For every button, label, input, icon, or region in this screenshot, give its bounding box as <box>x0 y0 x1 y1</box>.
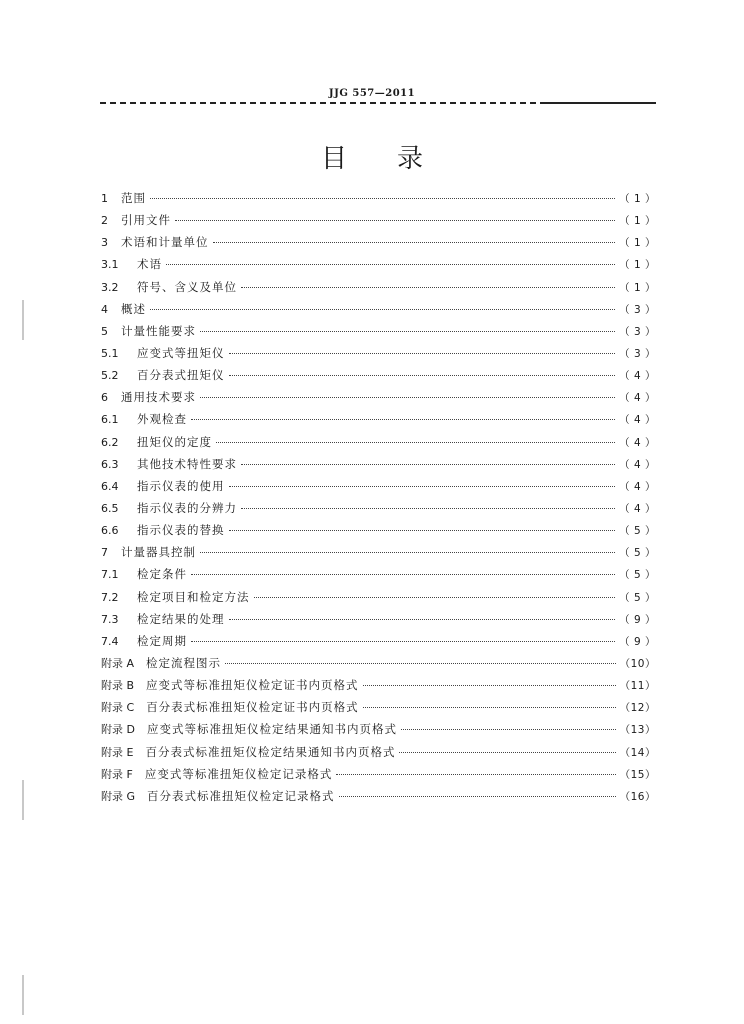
toc-leader-dots <box>363 707 616 708</box>
toc-entry-title: 外观检查 <box>137 412 187 427</box>
toc-entry-number: 附录 A <box>101 656 135 670</box>
toc-leader-dots <box>336 774 615 775</box>
toc-entry[interactable] <box>101 766 656 788</box>
toc-entry[interactable] <box>101 234 656 256</box>
toc-entry-title: 扭矩仪的定度 <box>137 434 212 449</box>
toc-leader-dots <box>200 552 615 553</box>
toc-entry-page: （16） <box>619 790 656 803</box>
toc-leader-dots <box>254 597 616 598</box>
toc-entry-page: （12） <box>619 702 656 715</box>
toc-entry-page: （ 1 ） <box>619 215 656 228</box>
toc-entry[interactable] <box>101 522 656 544</box>
toc-entry-title: 计量性能要求 <box>121 323 196 338</box>
toc-entry[interactable] <box>101 301 656 323</box>
toc-entry-page: （ 3 ） <box>619 325 656 338</box>
toc-entry-page: （ 4 ） <box>619 370 656 383</box>
toc-entry-page: （ 1 ） <box>619 237 656 250</box>
toc-entry-number: 3 <box>101 236 108 250</box>
toc-entry-page: （11） <box>619 680 656 693</box>
toc-entry-title: 检定条件 <box>137 567 187 582</box>
scan-edge-mark <box>22 780 24 820</box>
toc-entry-title: 术语和计量单位 <box>121 235 209 250</box>
toc-entry-title: 术语 <box>137 257 162 272</box>
toc-leader-dots <box>339 796 616 797</box>
toc-entry-page: （ 4 ） <box>619 436 656 449</box>
toc-entry-page: （ 4 ） <box>619 480 656 493</box>
toc-entry-title: 检定项目和检定方法 <box>137 589 250 604</box>
toc-leader-dots <box>229 619 616 620</box>
toc-entry-page: （ 9 ） <box>619 613 656 626</box>
toc-entry[interactable] <box>101 721 656 743</box>
toc-entry[interactable] <box>101 699 656 721</box>
toc-entry-page: （ 1 ） <box>619 259 656 272</box>
toc-entry-title: 符号、含义及单位 <box>137 279 237 294</box>
toc-entry-page: （ 4 ） <box>619 392 656 405</box>
toc-leader-dots <box>191 419 615 420</box>
toc-entry[interactable] <box>101 256 656 278</box>
toc-entry-number: 附录 E <box>101 745 134 759</box>
toc-entry-number: 7 <box>101 546 108 560</box>
header-rule-solid <box>540 102 656 104</box>
toc-entry-title: 检定结果的处理 <box>137 611 225 626</box>
toc-entry-title: 范围 <box>121 191 146 205</box>
toc-leader-dots <box>216 442 615 443</box>
toc-entry-title: 引用文件 <box>121 213 171 228</box>
toc-entry-number: 5 <box>101 324 108 338</box>
toc-entry-page: （ 5 ） <box>619 569 656 582</box>
toc-entry-page: （ 1 ） <box>619 281 656 294</box>
toc-leader-dots <box>200 331 615 332</box>
toc-entry-number: 5.1 <box>101 346 119 360</box>
toc-entry-page: （10） <box>619 657 656 670</box>
toc-entry-number: 1 <box>101 192 108 205</box>
toc-entry-number: 6 <box>101 391 108 405</box>
table-of-contents <box>101 190 656 810</box>
toc-leader-dots <box>213 242 616 243</box>
toc-entry-page: （ 3 ） <box>619 303 656 316</box>
toc-leader-dots <box>191 641 615 642</box>
toc-entry-title: 应变式等扭矩仪 <box>137 345 225 360</box>
toc-entry-title: 其他技术特性要求 <box>137 456 237 471</box>
toc-entry-page: （ 3 ） <box>619 347 656 360</box>
toc-leader-dots <box>200 397 615 398</box>
toc-leader-dots <box>401 729 616 730</box>
toc-entry[interactable] <box>101 544 656 566</box>
toc-leader-dots <box>229 353 616 354</box>
toc-entry-title: 百分表式标准扭矩仪检定结果通知书内页格式 <box>145 744 396 759</box>
toc-entry-number: 5.2 <box>101 369 119 383</box>
toc-entry[interactable] <box>101 744 656 766</box>
toc-entry[interactable] <box>101 456 656 478</box>
toc-leader-dots <box>363 685 616 686</box>
toc-entry-number: 附录 F <box>101 767 133 781</box>
toc-entry-title: 指示仪表的替换 <box>137 523 225 538</box>
toc-entry-number: 附录 B <box>101 679 135 693</box>
toc-leader-dots <box>191 574 615 575</box>
toc-entry-title: 检定流程图示 <box>146 655 222 670</box>
toc-leader-dots <box>229 486 616 487</box>
toc-entry[interactable] <box>101 500 656 522</box>
toc-entry-page: （13） <box>619 724 656 737</box>
toc-entry[interactable] <box>101 589 656 611</box>
toc-leader-dots <box>150 198 615 199</box>
toc-entry-title: 指示仪表的使用 <box>137 478 225 493</box>
toc-entry-title: 通用技术要求 <box>121 390 196 405</box>
toc-leader-dots <box>166 264 615 265</box>
toc-entry-number: 附录 C <box>101 701 135 715</box>
toc-leader-dots <box>399 752 615 753</box>
toc-entry-title: 概述 <box>121 301 146 316</box>
toc-entry-number: 6.5 <box>101 501 119 515</box>
toc-entry-number: 6.6 <box>101 524 119 538</box>
toc-entry[interactable] <box>101 389 656 411</box>
toc-entry[interactable] <box>101 633 656 655</box>
toc-entry-page: （ 9 ） <box>619 635 656 648</box>
standard-code: JJG 557—2011 <box>328 88 416 99</box>
toc-entry-number: 6.4 <box>101 479 119 493</box>
toc-leader-dots <box>241 464 615 465</box>
toc-entry-title: 百分表式扭矩仪 <box>137 368 225 383</box>
toc-entry-number: 6.3 <box>101 457 119 471</box>
toc-leader-dots <box>225 663 616 664</box>
toc-entry[interactable] <box>101 788 656 810</box>
toc-entry-title: 百分表式标准扭矩仪检定记录格式 <box>147 788 335 803</box>
scan-edge-mark <box>22 975 24 1015</box>
toc-entry-number: 7.4 <box>101 634 119 648</box>
toc-entry-title: 百分表式标准扭矩仪检定证书内页格式 <box>146 700 359 715</box>
scan-edge-mark <box>22 300 24 340</box>
toc-entry[interactable] <box>101 677 656 699</box>
toc-entry-page: （ 5 ） <box>619 525 656 538</box>
toc-entry-page: （ 4 ） <box>619 414 656 427</box>
toc-entry-number: 6.1 <box>101 413 119 427</box>
toc-entry[interactable] <box>101 655 656 677</box>
toc-leader-dots <box>229 375 616 376</box>
toc-entry-number: 2 <box>101 214 108 228</box>
toc-entry[interactable] <box>101 434 656 456</box>
toc-entry[interactable] <box>101 279 656 301</box>
toc-entry-title: 应变式等标准扭矩仪检定记录格式 <box>144 766 333 781</box>
toc-entry[interactable] <box>101 345 656 367</box>
toc-entry[interactable] <box>101 212 656 234</box>
toc-entry-title: 应变式等标准扭矩仪检定证书内页格式 <box>146 678 359 693</box>
toc-entry-page: （ 5 ） <box>619 591 656 604</box>
toc-entry[interactable] <box>101 367 656 389</box>
toc-entry-number: 6.2 <box>101 435 119 449</box>
toc-entry[interactable] <box>101 478 656 500</box>
toc-entry-title: 应变式等标准扭矩仪检定结果通知书内页格式 <box>146 722 397 737</box>
toc-entry-number: 附录 G <box>101 789 136 803</box>
toc-leader-dots <box>241 287 615 288</box>
toc-entry-number: 7.2 <box>101 590 119 604</box>
toc-entry-title: 计量器具控制 <box>121 545 196 560</box>
toc-entry-page: （15） <box>619 768 656 781</box>
toc-leader-dots <box>175 220 615 221</box>
toc-entry-number: 7.1 <box>101 568 119 582</box>
toc-entry-page: （14） <box>619 746 656 759</box>
toc-leader-dots <box>229 530 616 531</box>
toc-entry-number: 3.1 <box>101 258 119 272</box>
toc-entry-page: （ 4 ） <box>619 502 656 515</box>
toc-entry-number: 3.2 <box>101 280 119 294</box>
toc-entry-page: （ 5 ） <box>619 547 656 560</box>
toc-entry[interactable] <box>101 411 656 433</box>
toc-entry-page: （ 4 ） <box>619 458 656 471</box>
toc-entry-title: 检定周期 <box>137 633 187 648</box>
toc-entry-number: 7.3 <box>101 612 119 626</box>
toc-entry-number: 4 <box>101 302 108 316</box>
toc-entry[interactable] <box>101 611 656 633</box>
toc-leader-dots <box>150 309 615 310</box>
toc-leader-dots <box>241 508 615 509</box>
page-title: 目录 <box>320 144 473 174</box>
toc-entry[interactable] <box>101 190 656 212</box>
toc-entry[interactable] <box>101 566 656 588</box>
toc-entry-title: 指示仪表的分辨力 <box>137 500 237 515</box>
toc-entry-number: 附录 D <box>101 723 135 737</box>
toc-entry[interactable] <box>101 323 656 345</box>
toc-entry-page: （ 1 ） <box>619 193 656 205</box>
